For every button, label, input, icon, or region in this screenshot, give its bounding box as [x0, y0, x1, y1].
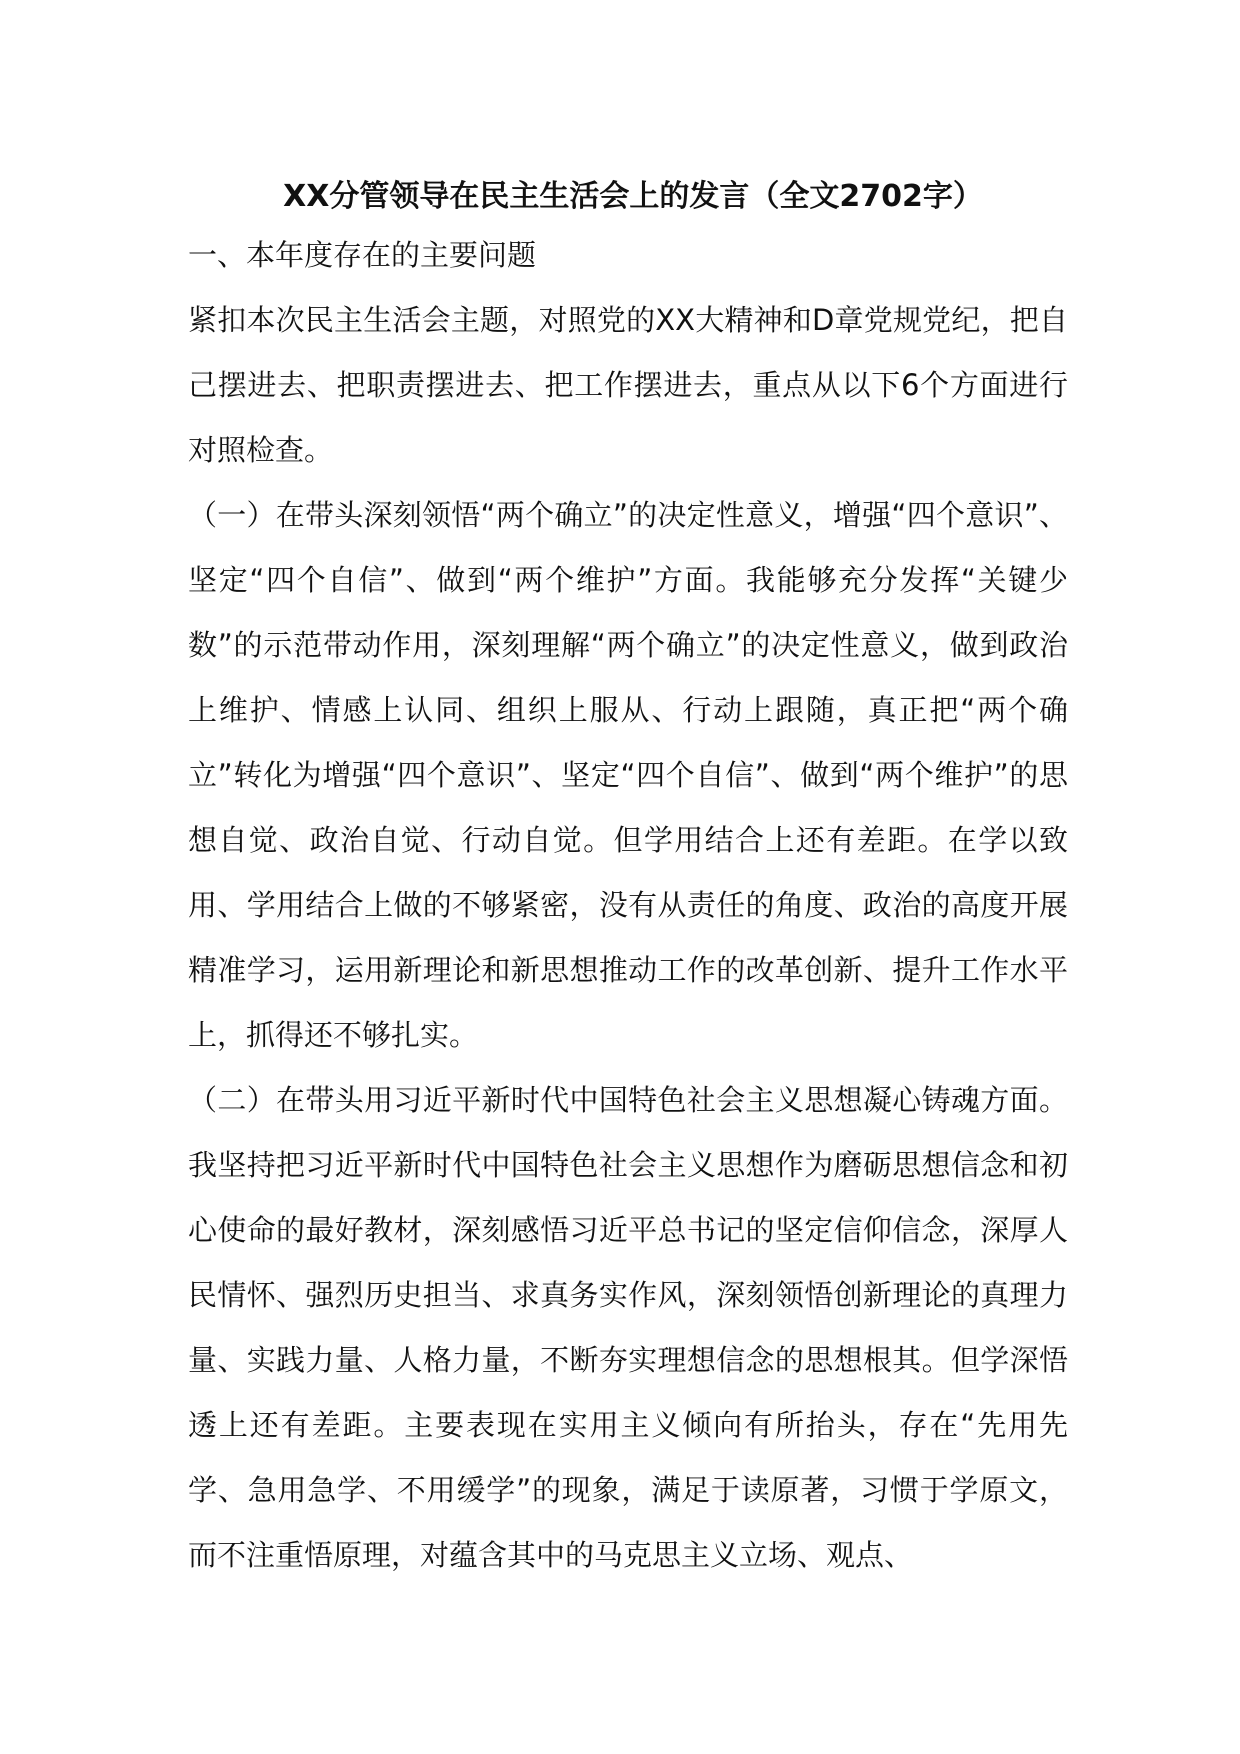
- section-heading: 一、本年度存在的主要问题: [188, 238, 537, 272]
- document-body: [188, 175, 1068, 1588]
- paragraph-item-2: （二）在带头用习近平新时代中国特色社会主义思想凝心铸魂方面。我坚持把习近平新时代中国特色社会主义思想作为磨砺思想信念和初心使命的最好教材，深刻感悟习近平总书记的坚定信仰信念，深厚人民情怀、强烈历史担当、求真务实作风，深刻领悟创新理论的真理力量、实践力量、人格力量，不断夯实理想信念的思想根其。但学深悟透上还有差距。主要表现在实用主义倾向有所抬头，存在“先用先学、急用急学、不用缓学”的现象，满足于读原著，习惯于学原文，而不注重悟原理，对蕴含其中的马克思主义立场、观点、: [188, 1083, 1068, 1572]
- document-title: XX分管领导在民主生活会上的发言（全文2702字）: [283, 179, 983, 214]
- paragraph-intro: 紧扣本次民主生活会主题，对照党的XX大精神和D章党规党纪，把自己摆进去、把职责摆进去、把工作摆进去，重点从以下6个方面进行对照检查。: [188, 303, 1068, 467]
- paragraph-item-1: （一）在带头深刻领悟“两个确立”的决定性意义，增强“四个意识”、坚定“四个自信”、做到“两个维护”方面。我能够充分发挥“关键少数”的示范带动作用，深刻理解“两个确立”的决定性意义，做到政治上维护、情感上认同、组织上服从、行动上跟随，真正把“两个确立”转化为增强“四个意识”、坚定“四个自信”、做到“两个维护”的思想自觉、政治自觉、行动自觉。但学用结合上还有差距。在学以致用、学用结合上做的不够紧密，没有从责任的角度、政治的高度开展精准学习，运用新理论和新思想推动工作的改革创新、提升工作水平上，抓得还不够扎实。: [188, 498, 1068, 1052]
